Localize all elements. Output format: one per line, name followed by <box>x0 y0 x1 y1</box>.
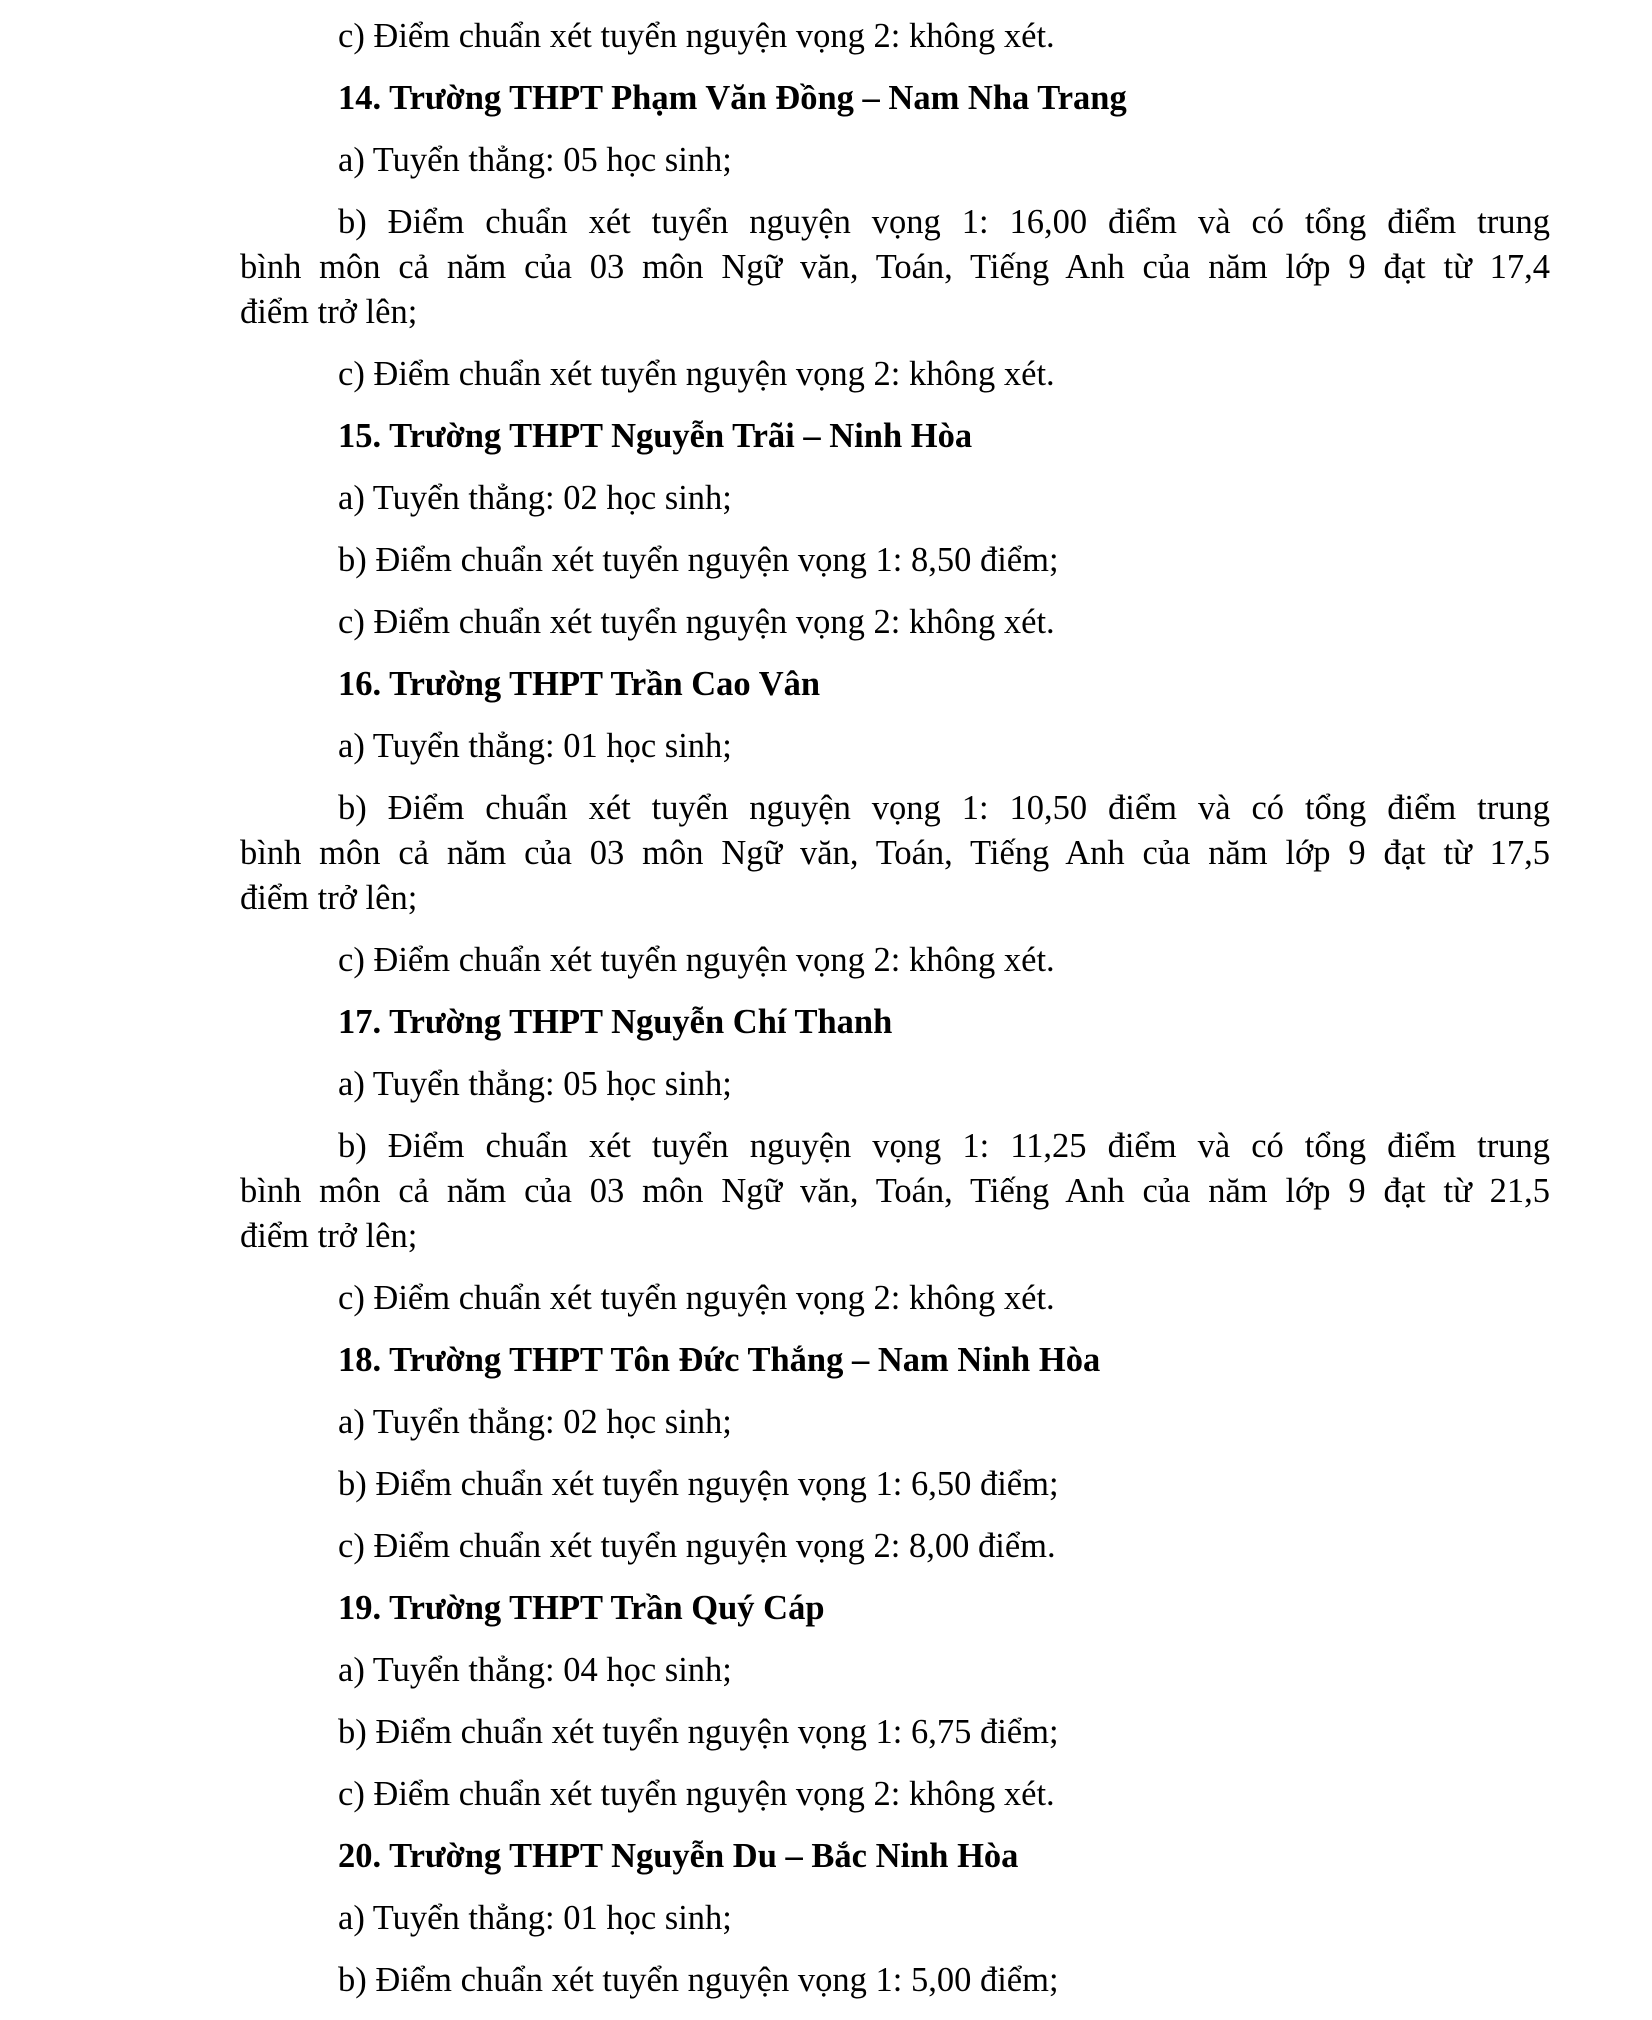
item-line: c) Điểm chuẩn xét tuyển nguyện vọng 2: không xét. <box>338 17 1055 55</box>
paragraph-line: bình môn cả năm của 03 môn Ngữ văn, Toán, Tiếng Anh của năm lớp 9 đạt từ 17,4 <box>240 248 1550 286</box>
item-line: a) Tuyển thẳng: 04 học sinh; <box>338 1651 732 1689</box>
paragraph-line: b) Điểm chuẩn xét tuyển nguyện vọng 1: 10,50 điểm và có tổng điểm trung <box>338 789 1550 827</box>
item-line: a) Tuyển thẳng: 05 học sinh; <box>338 1065 732 1103</box>
item-line: c) Điểm chuẩn xét tuyển nguyện vọng 2: không xét. <box>338 1279 1055 1317</box>
item-line: c) Điểm chuẩn xét tuyển nguyện vọng 2: 8,00 điểm. <box>338 1527 1056 1565</box>
item-line: a) Tuyển thẳng: 01 học sinh; <box>338 1899 732 1937</box>
paragraph-line: bình môn cả năm của 03 môn Ngữ văn, Toán, Tiếng Anh của năm lớp 9 đạt từ 17,5 <box>240 834 1550 872</box>
item-line: a) Tuyển thẳng: 02 học sinh; <box>338 1403 732 1441</box>
paragraph-line: bình môn cả năm của 03 môn Ngữ văn, Toán, Tiếng Anh của năm lớp 9 đạt từ 21,5 <box>240 1172 1550 1210</box>
paragraph-line: điểm trở lên; <box>240 1217 418 1255</box>
item-line: b) Điểm chuẩn xét tuyển nguyện vọng 1: 8,50 điểm; <box>338 541 1059 579</box>
item-line: c) Điểm chuẩn xét tuyển nguyện vọng 2: không xét. <box>338 355 1055 393</box>
item-line: b) Điểm chuẩn xét tuyển nguyện vọng 1: 6,75 điểm; <box>338 1713 1059 1751</box>
school-heading: 17. Trường THPT Nguyễn Chí Thanh <box>338 1003 893 1041</box>
item-line: c) Điểm chuẩn xét tuyển nguyện vọng 2: không xét. <box>338 1775 1055 1813</box>
item-line: a) Tuyển thẳng: 01 học sinh; <box>338 727 732 765</box>
paragraph-line: b) Điểm chuẩn xét tuyển nguyện vọng 1: 16,00 điểm và có tổng điểm trung <box>338 203 1550 241</box>
item-line: a) Tuyển thẳng: 05 học sinh; <box>338 141 732 179</box>
paragraph-line: b) Điểm chuẩn xét tuyển nguyện vọng 1: 11,25 điểm và có tổng điểm trung <box>338 1127 1550 1165</box>
item-line: b) Điểm chuẩn xét tuyển nguyện vọng 1: 6,50 điểm; <box>338 1465 1059 1503</box>
item-line: c) Điểm chuẩn xét tuyển nguyện vọng 2: không xét. <box>338 603 1055 641</box>
document-page <box>240 14 1550 2020</box>
paragraph-line: điểm trở lên; <box>240 879 418 917</box>
school-heading: 14. Trường THPT Phạm Văn Đồng – Nam Nha Trang <box>338 79 1127 117</box>
school-heading: 16. Trường THPT Trần Cao Vân <box>338 665 821 703</box>
item-line: c) Điểm chuẩn xét tuyển nguyện vọng 2: không xét. <box>338 941 1055 979</box>
school-heading: 18. Trường THPT Tôn Đức Thắng – Nam Ninh Hòa <box>338 1341 1101 1379</box>
item-line: a) Tuyển thẳng: 02 học sinh; <box>338 479 732 517</box>
school-heading: 15. Trường THPT Nguyễn Trãi – Ninh Hòa <box>338 417 973 455</box>
item-line: b) Điểm chuẩn xét tuyển nguyện vọng 1: 5,00 điểm; <box>338 1961 1059 1999</box>
paragraph-line: điểm trở lên; <box>240 293 418 331</box>
school-heading: 20. Trường THPT Nguyễn Du – Bắc Ninh Hòa <box>338 1837 1019 1875</box>
school-heading: 19. Trường THPT Trần Quý Cáp <box>338 1589 825 1627</box>
